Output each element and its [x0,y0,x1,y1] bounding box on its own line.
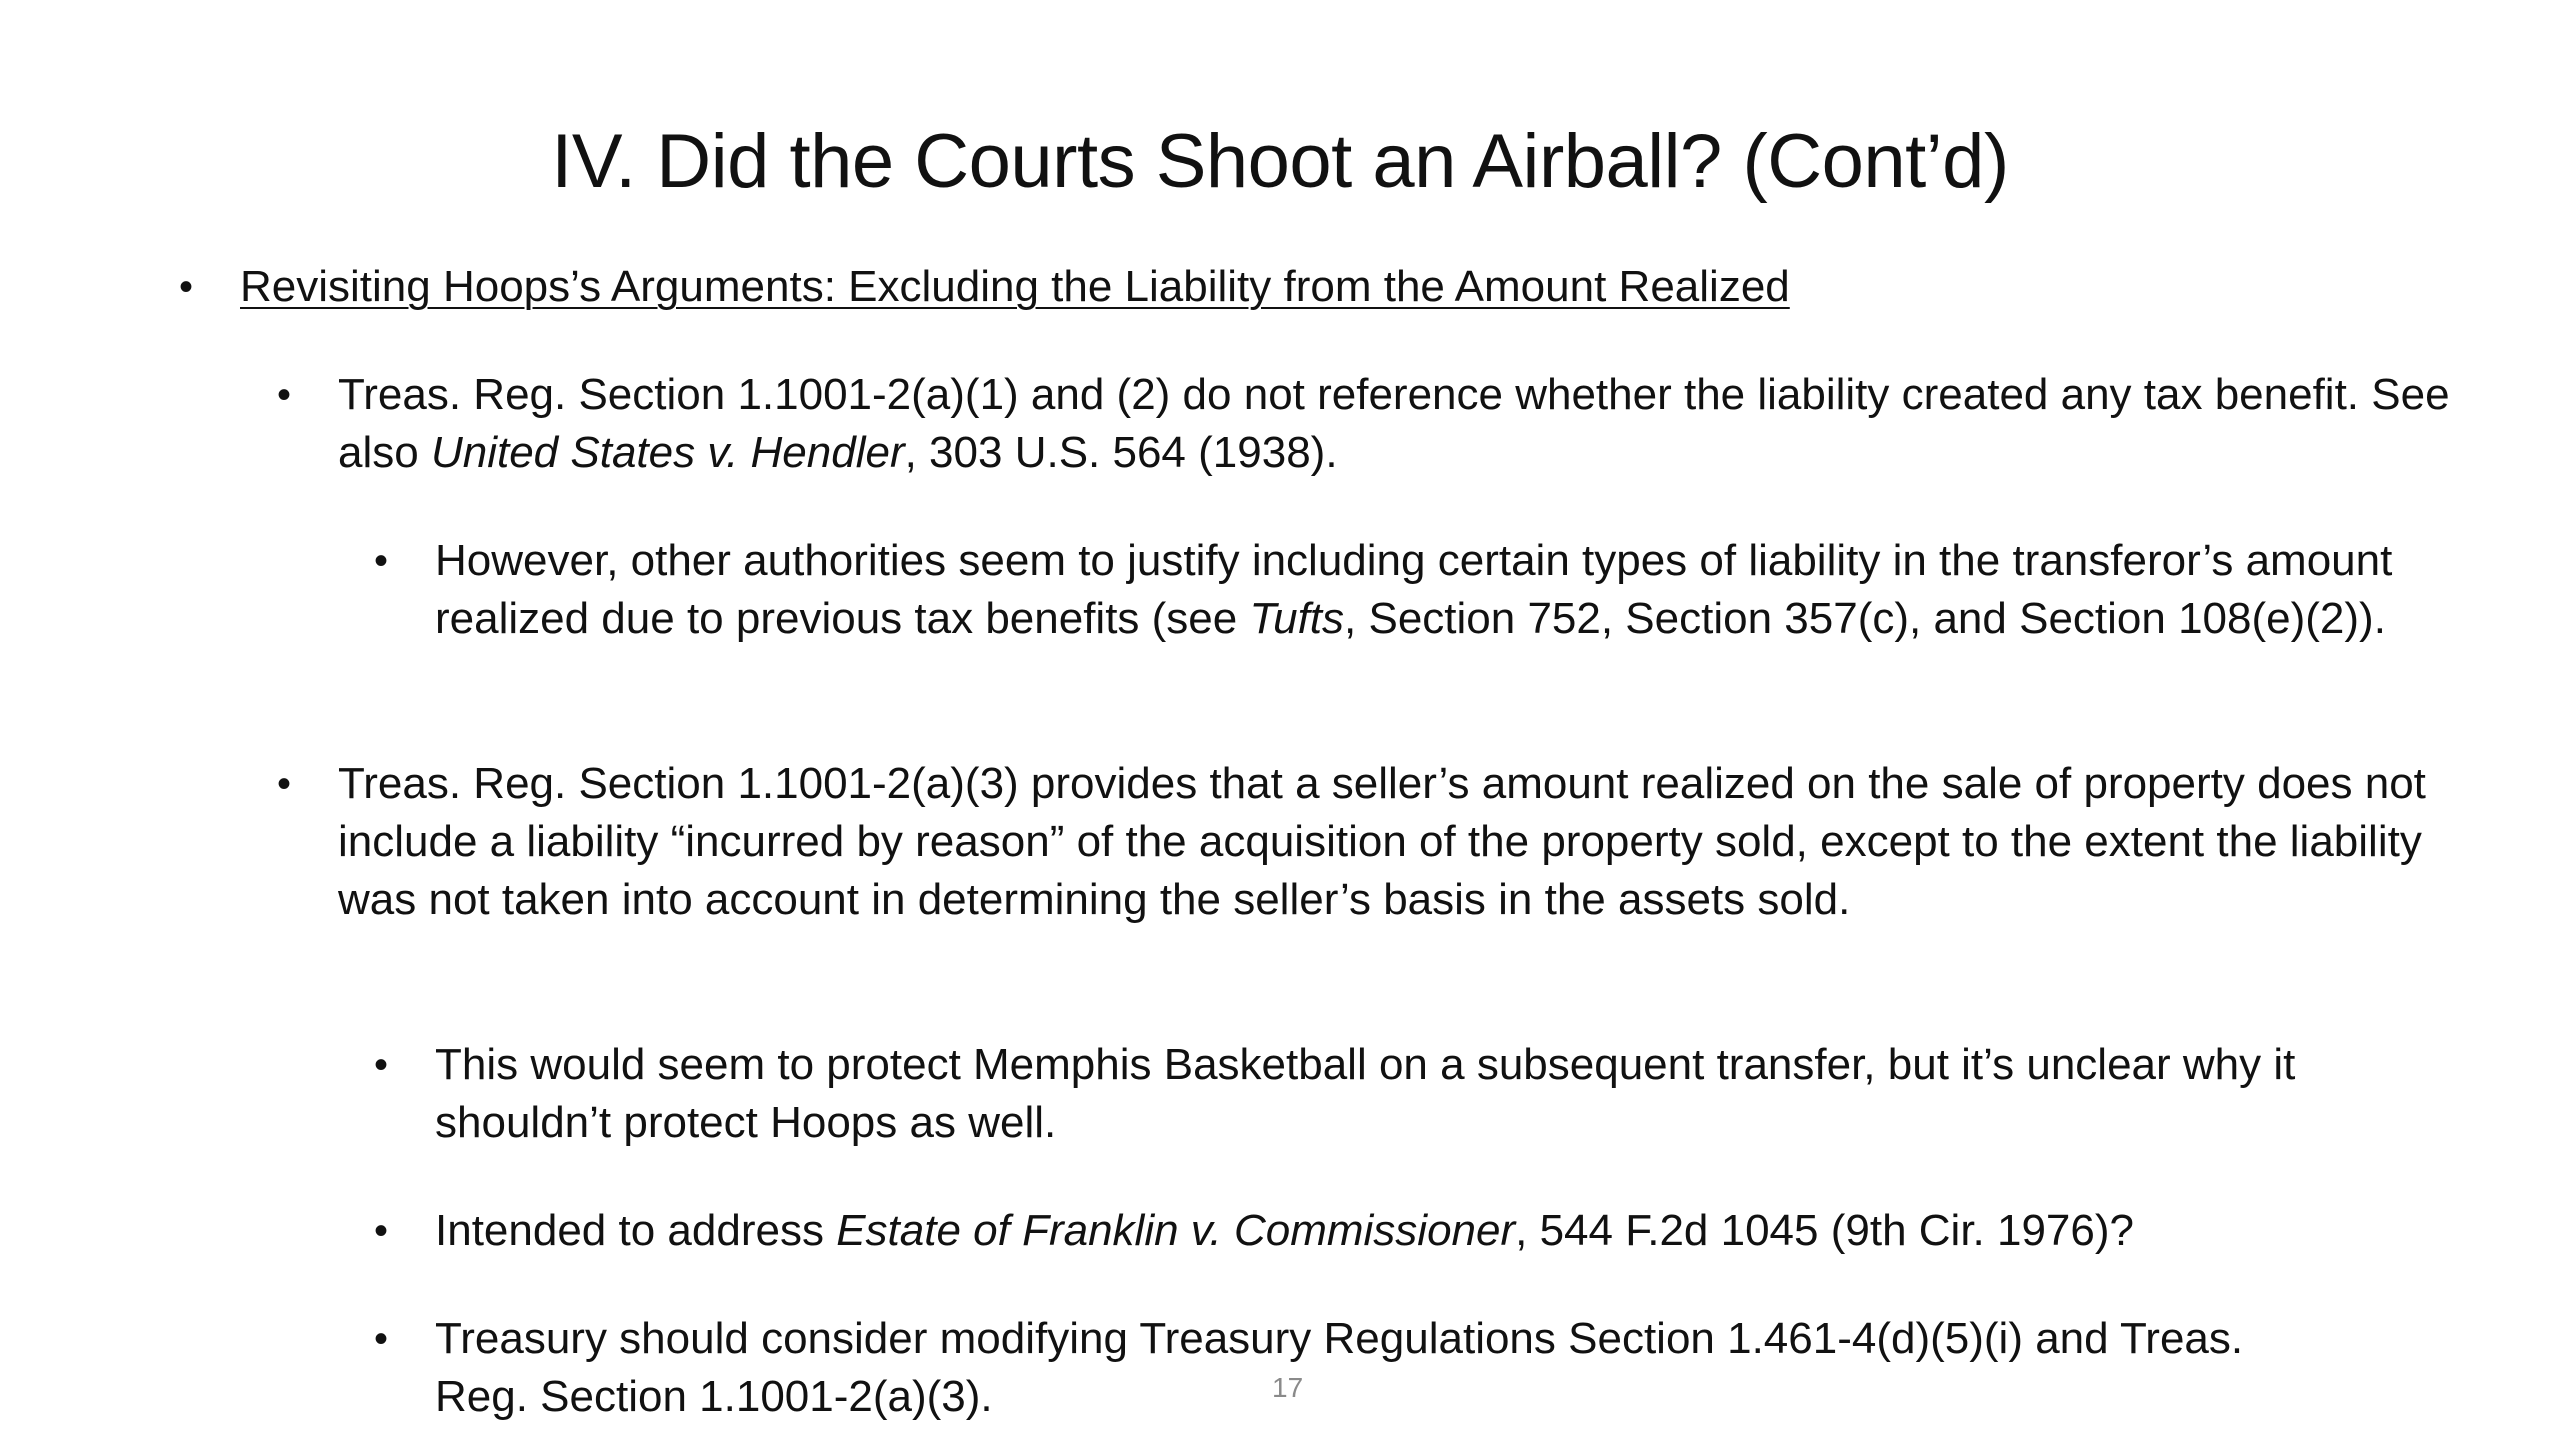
bullet-text: Treasury should consider modifying Treasury Regulations Section 1.461-4(d)(5)(i) and Treas. Reg. Section 1.1001-2(a)(3). [435,1314,2244,1421]
text-run: , Section 752, Section 357(c), and Section 108(e)(2)). [1344,594,2386,643]
bullet-text: Treas. Reg. Section 1.1001-2(a)(3) provides that a seller’s amount realized on the sale of property does not include a liability “incurred by reason” of the acquisition of the property sold, except to the extent the liability was not taken into account in determining the seller’s basis in the assets sold. [338,759,2426,924]
bullet-text: Revisiting Hoops’s Arguments: Excluding the Liability from the Amount Realized [240,262,1790,311]
text-run: However, other authorities seem to justify including certain types of liability in the transferor’s amount realized due to previous tax benefits (see [435,536,2393,643]
bullet-dot: • [276,762,291,806]
text-run: , 303 U.S. 564 (1938). [904,428,1338,477]
slide-title: IV. Did the Courts Shoot an Airball? (Cont’d) [551,119,2009,204]
bullet-dot: • [373,539,388,583]
bullet-dot: • [276,373,291,417]
bullet-text [338,366,2478,482]
bullet-dot: • [373,1317,388,1361]
bullet-dot: • [373,1043,388,1087]
text-run: Intended to address [435,1206,837,1255]
text-run: , 544 F.2d 1045 (9th Cir. 1976)? [1515,1206,2134,1255]
bullet-text [435,1202,2475,1260]
case-name: Estate of Franklin v. Commissioner [836,1206,1516,1255]
case-name: Tufts [1249,594,1345,643]
bullet-text: This would seem to protect Memphis Basketball on a subsequent transfer, but it’s unclear why it shouldn’t protect Hoops as well. [435,1040,2296,1147]
bullet-dot: • [373,1209,388,1253]
text-run: Treas. Reg. Section 1.1001-2(a)(1) and (2) do not reference whether the liability created any tax benefit. See also [338,370,2450,477]
bullet-text [435,532,2475,648]
case-name: United States v. Hendler [430,428,905,477]
bullet-dot: • [178,265,193,309]
page-number: 17 [1272,1372,1304,1403]
